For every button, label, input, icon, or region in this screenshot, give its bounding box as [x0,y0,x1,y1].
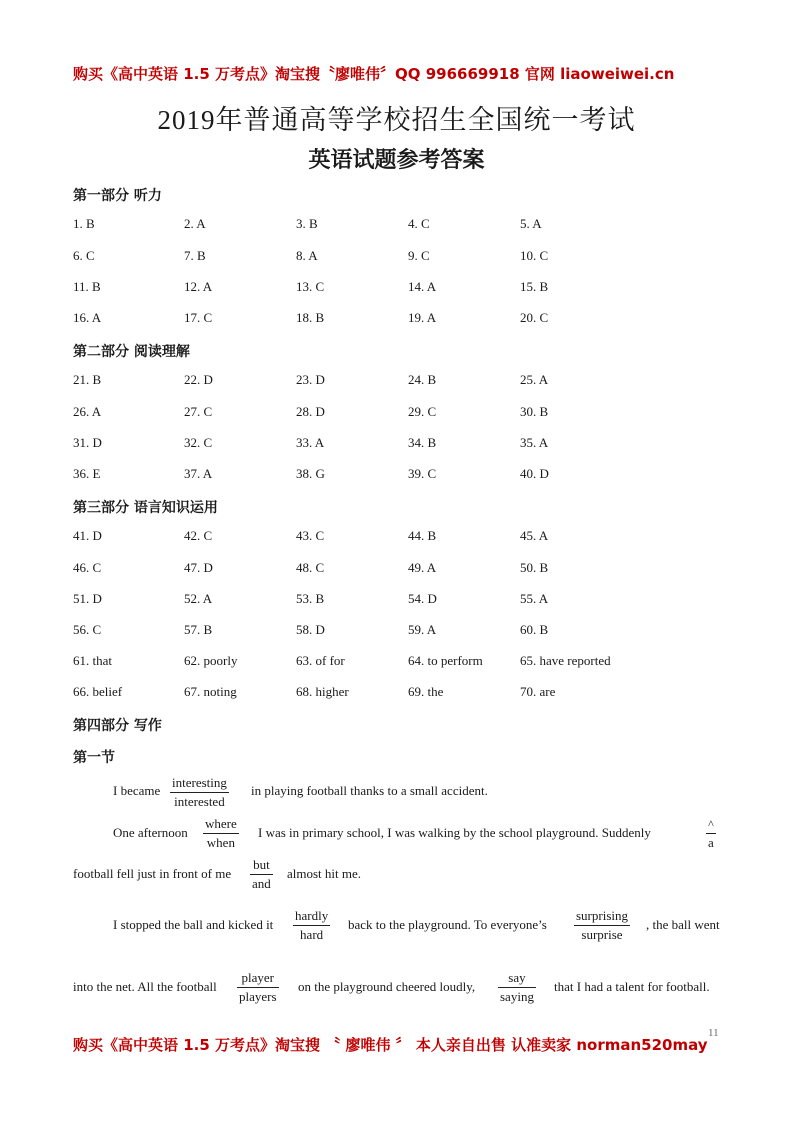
answer-item: 49. A [408,560,437,575]
section-heading-language-use: 第三部分 语言知识运用 [73,500,218,516]
section-heading-reading: 第二部分 阅读理解 [73,344,190,360]
answer-item: 9. C [408,248,430,263]
answer-item: 48. C [296,560,325,575]
correction-mark [203,815,239,852]
answer-item: 70. are [520,684,556,699]
essay-text: I became [113,783,161,798]
answer-item: 19. A [408,310,437,325]
answer-item: 18. B [296,310,325,325]
answer-item: 17. C [184,310,213,325]
correction-original: but [250,856,273,875]
answer-item: 59. A [408,622,437,637]
answer-item: 34. B [408,435,437,450]
correction-mark [574,907,630,944]
correction-fix: surprise [581,927,623,942]
answer-item: 10. C [520,248,549,263]
essay-text: I was in primary school, I was walking by the school playground. Suddenly [258,825,651,840]
correction-mark [293,907,330,944]
answer-item: 58. D [296,622,325,637]
essay-text: , the ball went [646,917,720,932]
answer-item: 22. D [184,372,213,387]
answer-item: 20. C [520,310,549,325]
correction-fix: interested [174,794,225,809]
answer-item: 26. A [73,404,102,419]
answer-item: 39. C [408,466,437,481]
correction-mark [250,856,273,893]
answer-item: 61. that [73,653,112,668]
answer-item: 28. D [296,404,325,419]
correction-fix: a [708,835,714,850]
answer-item: 11. B [73,279,101,294]
answer-item: 63. of for [296,653,345,668]
answer-item: 62. poorly [184,653,238,668]
answer-item: 46. C [73,560,102,575]
answer-item: 30. B [520,404,549,419]
answer-item: 41. D [73,528,102,543]
correction-original: interesting [170,774,229,793]
answer-item: 12. A [184,279,213,294]
answer-item: 53. B [296,591,325,606]
promo-banner-top: 购买《高中英语 1.5 万考点》淘宝搜〝廖唯伟〞QQ 996669918 官网 liaoweiwei.cn [73,65,675,83]
answer-item: 3. B [296,216,318,231]
essay-text: in playing football thanks to a small accident. [251,783,488,798]
correction-original: where [203,815,239,834]
essay-text: on the playground cheered loudly, [298,979,476,994]
answer-item: 50. B [520,560,549,575]
section-heading-writing: 第四部分 写作 [73,718,162,734]
answer-item: 8. A [296,248,318,263]
correction-original: surprising [574,907,630,926]
answer-item: 24. B [408,372,437,387]
answer-item: 21. B [73,372,102,387]
answer-item: 57. B [184,622,213,637]
answer-item: 56. C [73,622,102,637]
answer-item: 68. higher [296,684,349,699]
correction-original: hardly [293,907,330,926]
answer-item: 33. A [296,435,325,450]
section-heading-listening: 第一部分 听力 [73,188,162,204]
answer-item: 5. A [520,216,542,231]
correction-original: say [498,969,536,988]
answer-item: 7. B [184,248,206,263]
answer-item: 4. C [408,216,430,231]
correction-mark [237,969,279,1006]
answer-item: 42. C [184,528,213,543]
answer-item: 25. A [520,372,549,387]
answer-item: 64. to perform [408,653,483,668]
correction-fix: players [239,989,277,1004]
answer-item: 43. C [296,528,325,543]
answer-item: 52. A [184,591,213,606]
answer-item: 44. B [408,528,437,543]
answer-item: 35. A [520,435,549,450]
essay-text: into the net. All the football [73,979,217,994]
essay-text: One afternoon [113,825,188,840]
correction-mark [706,815,716,852]
answer-item: 45. A [520,528,549,543]
answer-item: 31. D [73,435,102,450]
answer-item: 69. the [408,684,444,699]
answer-item: 54. D [408,591,437,606]
section-subheading-part-1: 第一节 [73,750,115,766]
essay-text: that I had a talent for football. [554,979,710,994]
answer-item: 65. have reported [520,653,611,668]
answer-item: 1. B [73,216,95,231]
answer-item: 60. B [520,622,549,637]
essay-text: almost hit me. [287,866,362,881]
answer-item: 16. A [73,310,102,325]
answer-item: 14. A [408,279,437,294]
answer-item: 23. D [296,372,325,387]
answer-item: 55. A [520,591,549,606]
correction-mark [170,774,229,811]
exam-title: 2019年普通高等学校招生全国统一考试 [157,105,636,135]
answer-item: 32. C [184,435,213,450]
correction-fix: when [206,835,235,850]
answer-item: 13. C [296,279,325,294]
answer-item: 6. C [73,248,95,263]
answer-item: 37. A [184,466,213,481]
correction-fix: and [252,876,271,891]
answer-item: 51. D [73,591,102,606]
page-number: 11 [708,1027,719,1039]
exam-subtitle: 英语试题参考答案 [308,148,485,173]
correction-original: player [237,969,279,988]
answer-item: 66. belief [73,684,123,699]
promo-banner-bottom: 购买《高中英语 1.5 万考点》淘宝搜 〝 廖唯伟 〞 本人亲自出售 认准卖家 norman520may [73,1036,708,1054]
answer-item: 36. E [73,466,101,481]
answer-item: 15. B [520,279,549,294]
essay-text: I stopped the ball and kicked it [113,917,274,932]
answer-item: 29. C [408,404,437,419]
answer-item: 67. noting [184,684,237,699]
answer-item: 47. D [184,560,213,575]
correction-mark [498,969,536,1006]
essay-text: back to the playground. To everyone’s [348,917,547,932]
answer-item: 40. D [520,466,549,481]
answer-item: 38. G [296,466,325,481]
answer-item: 27. C [184,404,213,419]
answer-item: 2. A [184,216,206,231]
insert-caret: ^ [706,815,716,834]
correction-fix: hard [300,927,324,942]
essay-text: football fell just in front of me [73,866,232,881]
correction-fix: saying [500,989,534,1004]
